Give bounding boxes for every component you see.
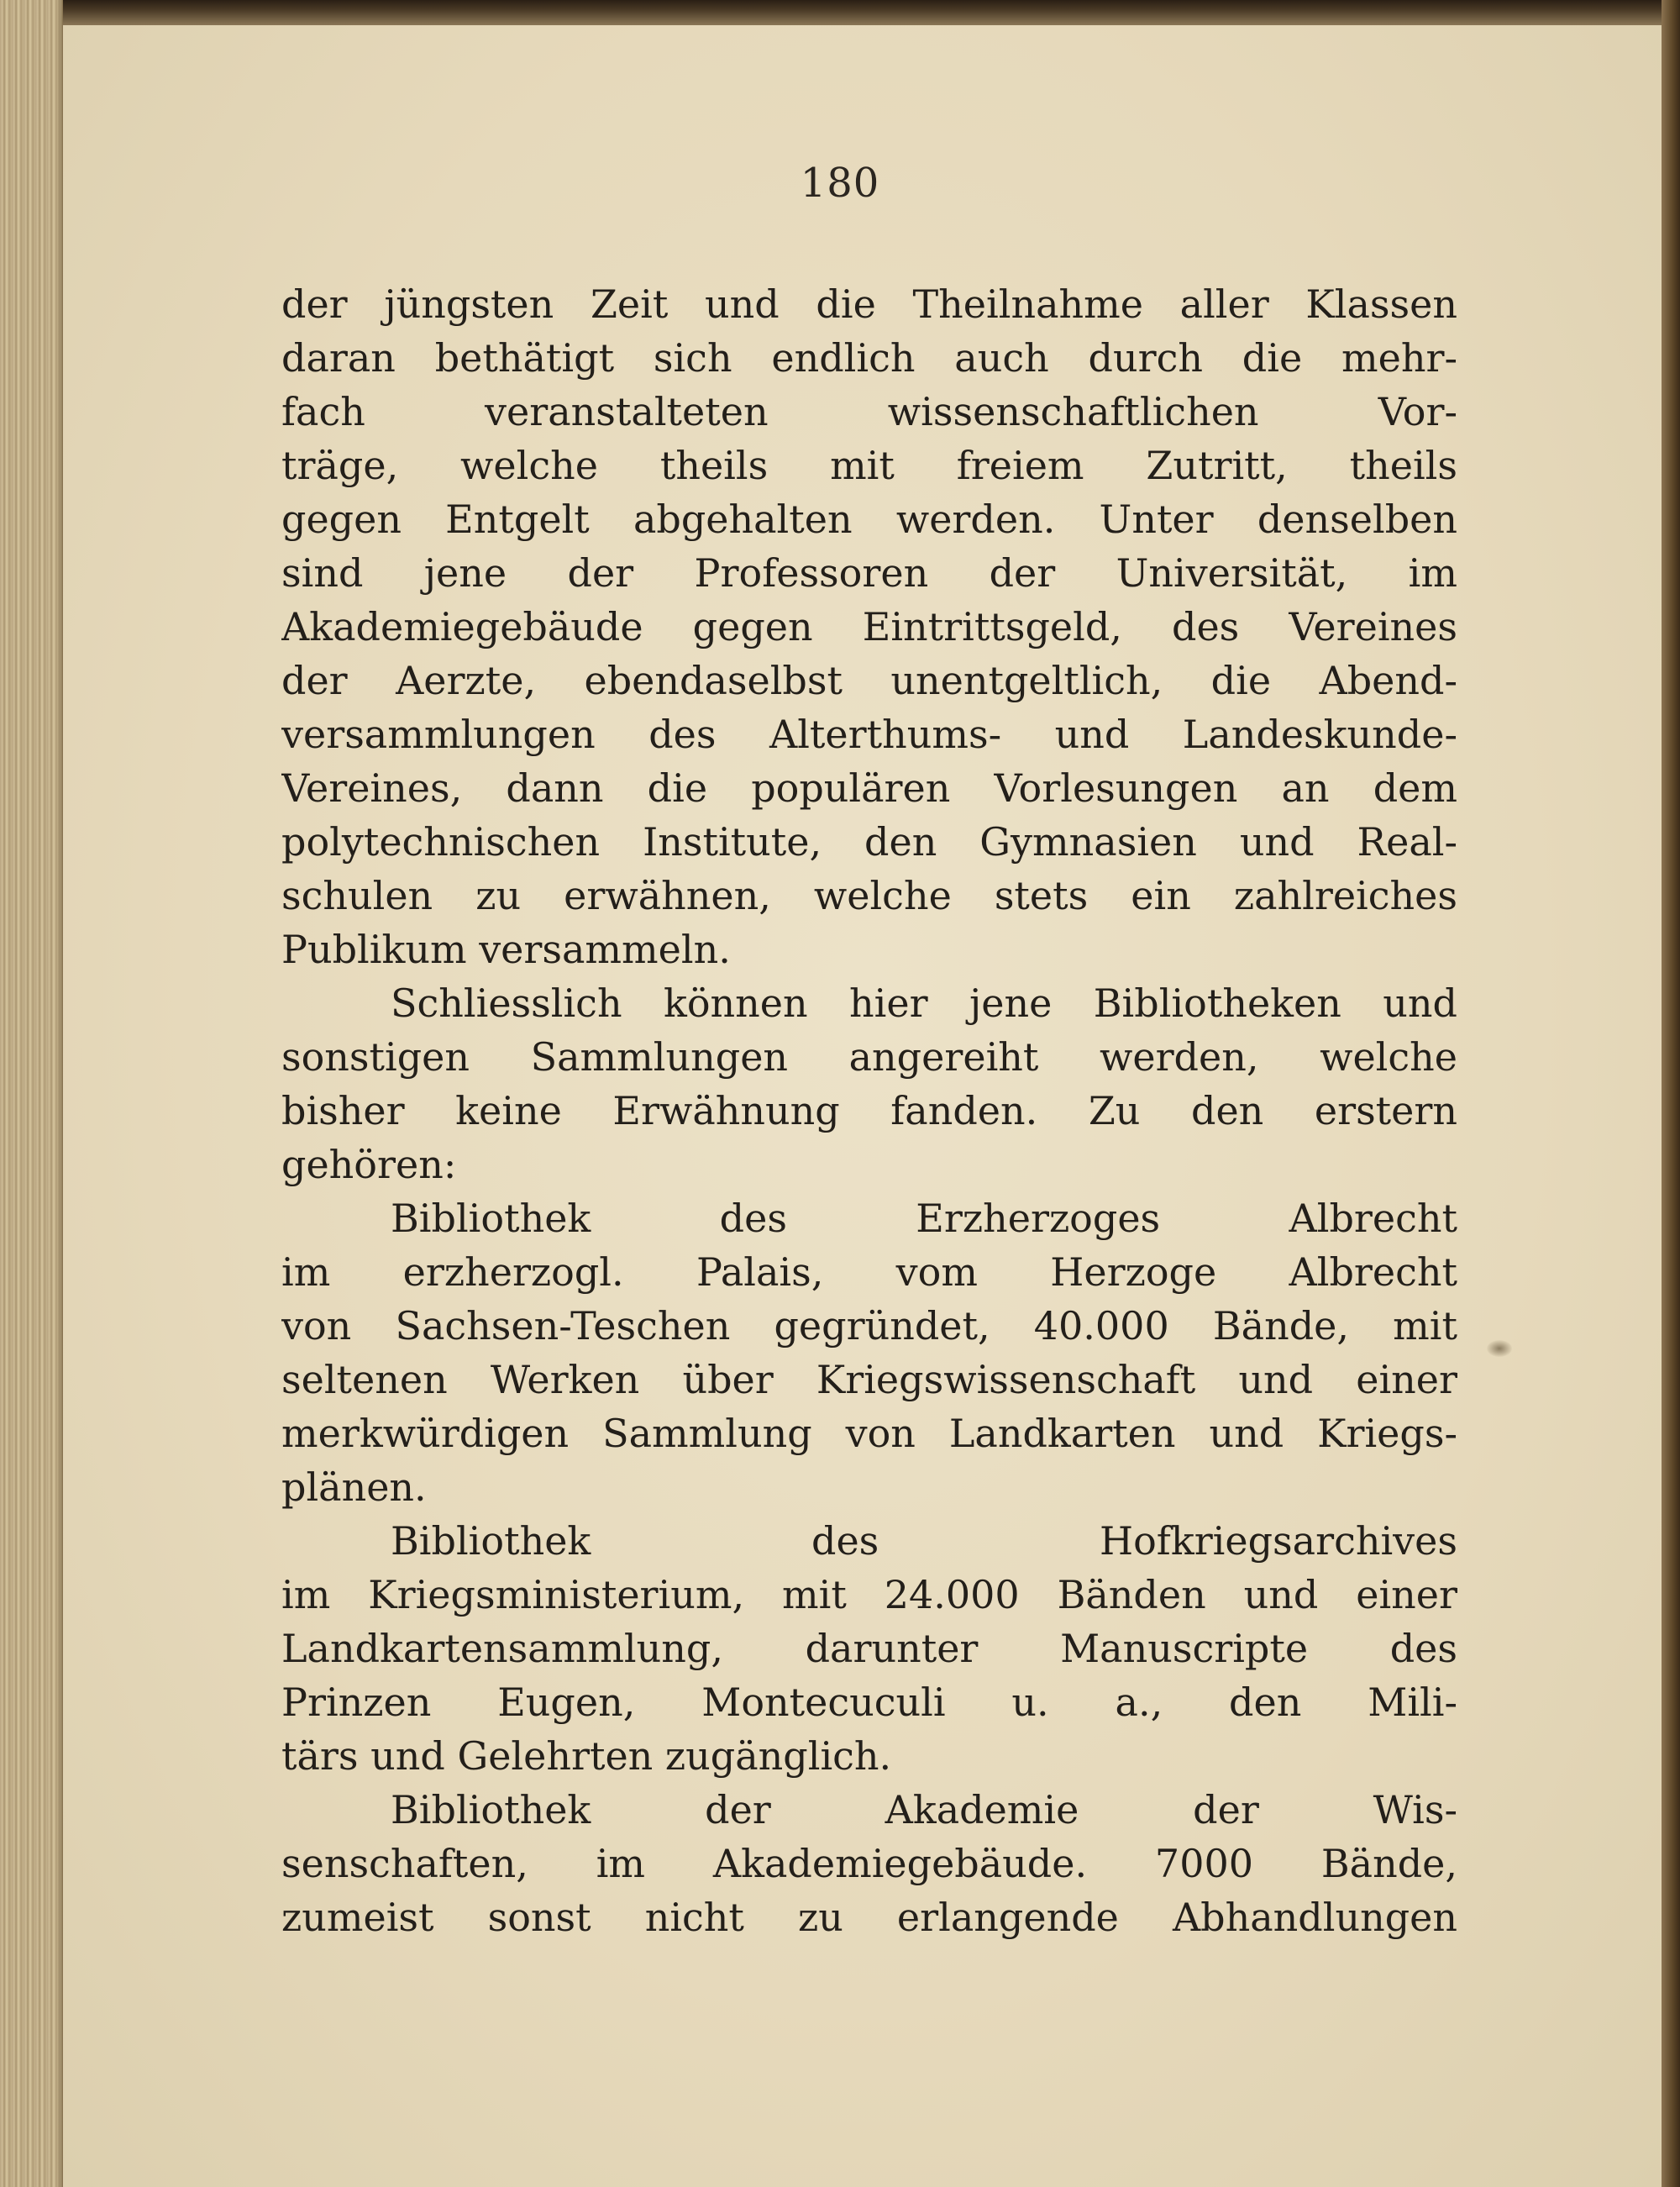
text-line: plänen. [281, 1464, 427, 1510]
text-line: der jüngsten Zeit und die Theilnahme aller Klassen [281, 281, 1457, 327]
text-line: tärs und Gelehrten zugänglich. [281, 1733, 892, 1779]
text-line: Akademiegebäude gegen Eintrittsgeld, des Vereines [281, 604, 1457, 649]
text-line: schulen zu erwähnen, welche stets ein zahlreiches [281, 873, 1457, 918]
text-line: von Sachsen-Teschen gegründet, 40.000 Bände, mit [281, 1303, 1457, 1348]
library-entry-title: Bibliothek der Akademie der Wis- [391, 1787, 1457, 1832]
text-line: senschaften, im Akademiegebäude. 7000 Bände, [281, 1841, 1457, 1886]
text-line: fach veranstalteten wissenschaftlichen Vor- [281, 389, 1457, 434]
text-line: Prinzen Eugen, Montecuculi u. a., den Mili- [281, 1680, 1457, 1725]
book-page-stack-edge [0, 0, 63, 2187]
text-line: versammlungen des Alterthums- und Landeskunde- [281, 712, 1457, 757]
text-line: Vereines, dann die populären Vorlesungen an dem [281, 765, 1457, 811]
text-line: gegen Entgelt abgehalten werden. Unter denselben [281, 497, 1457, 542]
text-line: der Aerzte, ebendaselbst unentgeltlich, die Abend- [281, 658, 1457, 703]
text-line: sind jene der Professoren der Universität, im [281, 550, 1457, 596]
library-entry-title: Bibliothek des Erzherzoges Albrecht [391, 1196, 1457, 1241]
page-number: 180 [800, 160, 880, 207]
text-line: Publikum versammeln. [281, 927, 731, 972]
text-line: bisher keine Erwähnung fanden. Zu den erstern [281, 1088, 1457, 1133]
book-page [63, 25, 1662, 2187]
text-line: zumeist sonst nicht zu erlangende Abhandlungen [281, 1895, 1457, 1940]
text-line: Landkartensammlung, darunter Manuscripte des [281, 1626, 1457, 1671]
ink-smudge [1487, 1340, 1512, 1357]
text-line: im erzherzogl. Palais, vom Herzoge Albrecht [281, 1249, 1457, 1295]
text-line: gehören: [281, 1142, 457, 1187]
text-line: träge, welche theils mit freiem Zutritt, theils [281, 443, 1457, 488]
library-entry-title: Bibliothek des Hofkriegsarchives [391, 1518, 1457, 1564]
text-line: sonstigen Sammlungen angereiht werden, welche [281, 1034, 1457, 1080]
text-line: im Kriegsministerium, mit 24.000 Bänden und einer [281, 1572, 1457, 1617]
text-line: polytechnischen Institute, den Gymnasien und Real- [281, 819, 1457, 865]
book-top-edge [0, 0, 1680, 25]
paragraph-start-line: Schliesslich können hier jene Bibliotheken und [391, 980, 1457, 1026]
text-line: daran bethätigt sich endlich auch durch die mehr- [281, 335, 1457, 381]
text-line: merkwürdigen Sammlung von Landkarten und Kriegs- [281, 1411, 1457, 1456]
text-line: seltenen Werken über Kriegswissenschaft und einer [281, 1357, 1457, 1402]
body-text [281, 277, 1457, 1944]
book-binding-edge [1662, 0, 1680, 2187]
